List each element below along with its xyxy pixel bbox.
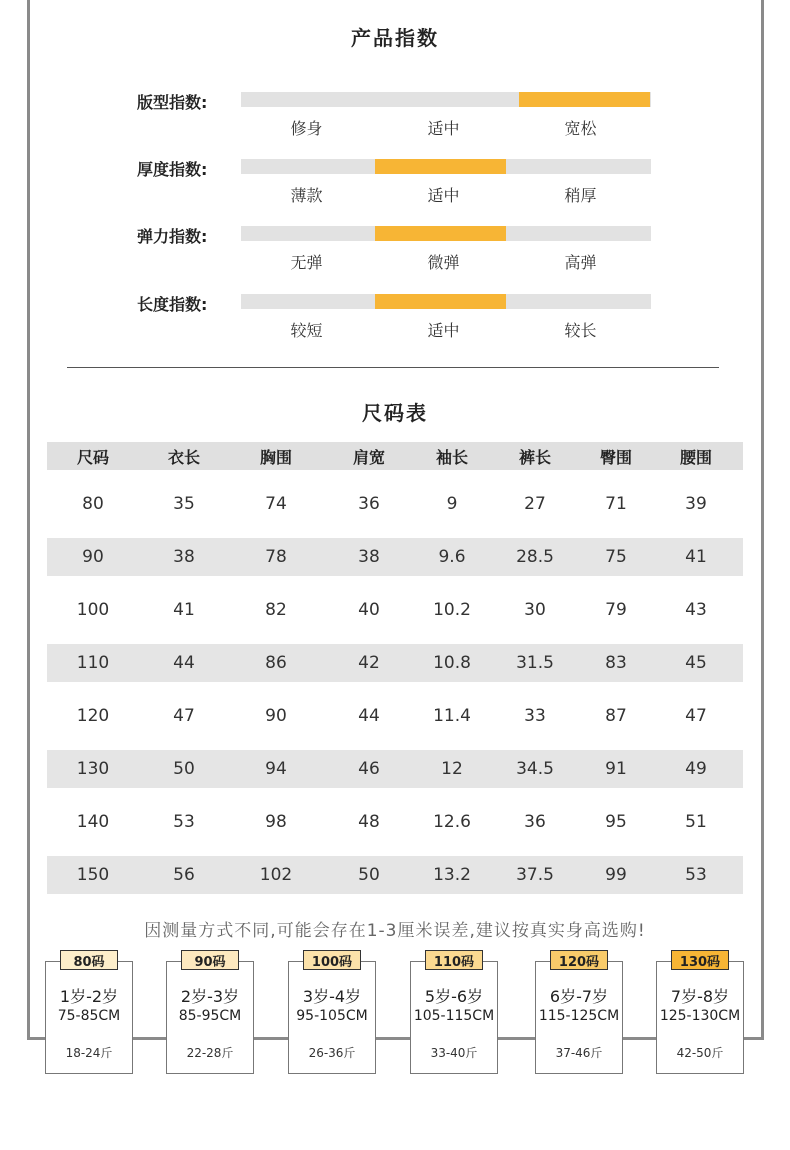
- index-track: [241, 294, 651, 309]
- index-row: [0, 292, 790, 352]
- index-option: 薄款: [290, 186, 323, 205]
- index-label: 长度指数:: [137, 295, 208, 314]
- table-cell: 90: [265, 706, 287, 726]
- index-row: [0, 224, 790, 284]
- size-guide-card: [535, 954, 623, 1074]
- table-cell: 10.2: [433, 600, 471, 620]
- column-header: 尺码: [76, 447, 109, 467]
- table-cell: 38: [358, 547, 380, 567]
- age-range: 3岁-4岁: [302, 987, 362, 1006]
- table-cell: 33: [524, 706, 546, 726]
- index-selected-segment: [375, 159, 506, 174]
- table-cell: 44: [358, 706, 380, 726]
- table-cell: 98: [265, 812, 287, 832]
- index-label: 弹力指数:: [137, 227, 208, 246]
- table-cell: 50: [358, 865, 380, 885]
- index-track: [241, 159, 651, 174]
- table-cell: 12.6: [433, 812, 471, 832]
- index-option: 修身: [290, 119, 323, 138]
- table-cell: 48: [358, 812, 380, 832]
- table-cell: 30: [524, 600, 546, 620]
- table-cell: 71: [605, 494, 627, 514]
- table-cell: 11.4: [433, 706, 471, 726]
- size-guide-card: [656, 954, 744, 1074]
- table-cell: 78: [265, 547, 287, 567]
- table-cell: 82: [265, 600, 287, 620]
- table-cell: 110: [76, 653, 110, 673]
- table-cell: 47: [685, 706, 707, 726]
- index-track: [241, 226, 651, 241]
- table-cell: 95: [605, 812, 627, 832]
- table-row: [47, 576, 743, 644]
- table-cell: 79: [605, 600, 627, 620]
- table-row: [47, 470, 743, 538]
- table-row: [47, 538, 743, 576]
- table-cell: 91: [605, 759, 627, 779]
- table-cell: 38: [173, 547, 195, 567]
- table-cell: 51: [685, 812, 707, 832]
- column-header: 胸围: [259, 447, 292, 467]
- table-cell: 34.5: [516, 759, 554, 779]
- table-cell: 150: [76, 865, 110, 885]
- index-option: 无弹: [290, 253, 323, 272]
- index-option: 宽松: [564, 119, 597, 138]
- size-tag: 90码: [181, 950, 239, 970]
- table-cell: 28.5: [516, 547, 554, 567]
- height-range: 75-85CM: [57, 1008, 121, 1024]
- index-selected-segment: [375, 226, 506, 241]
- table-cell: 27: [524, 494, 546, 514]
- weight-range: 33-40斤: [430, 1046, 478, 1060]
- table-cell: 56: [173, 865, 195, 885]
- table-row: [47, 856, 743, 894]
- size-table: [47, 442, 743, 894]
- table-cell: 99: [605, 865, 627, 885]
- table-cell: 83: [605, 653, 627, 673]
- height-range: 125-130CM: [659, 1008, 741, 1024]
- index-option: 高弹: [564, 253, 597, 272]
- table-cell: 40: [358, 600, 380, 620]
- table-row: [47, 788, 743, 856]
- table-row: [47, 644, 743, 682]
- age-range: 6岁-7岁: [549, 987, 609, 1006]
- index-option: 较长: [564, 321, 597, 340]
- index-label: 版型指数:: [137, 93, 208, 112]
- table-cell: 42: [358, 653, 380, 673]
- table-cell: 41: [685, 547, 707, 567]
- section-divider: [67, 367, 719, 368]
- size-tag: 120码: [550, 950, 608, 970]
- table-cell: 9.6: [438, 547, 466, 567]
- age-range: 5岁-6岁: [424, 987, 484, 1006]
- index-option: 适中: [427, 321, 460, 340]
- size-guide-card: [410, 954, 498, 1074]
- table-cell: 36: [524, 812, 546, 832]
- table-cell: 102: [259, 865, 293, 885]
- column-header: 裤长: [518, 447, 551, 467]
- table-cell: 43: [685, 600, 707, 620]
- size-guide-card: [166, 954, 254, 1074]
- index-label: 厚度指数:: [137, 160, 208, 179]
- size-tag: 130码: [671, 950, 729, 970]
- height-range: 105-115CM: [413, 1008, 495, 1024]
- table-row: [47, 682, 743, 750]
- table-cell: 74: [265, 494, 287, 514]
- size-tag: 80码: [60, 950, 118, 970]
- column-header: 臀围: [599, 447, 632, 467]
- index-selected-segment: [519, 92, 650, 107]
- column-header: 腰围: [679, 447, 712, 467]
- table-cell: 50: [173, 759, 195, 779]
- table-cell: 47: [173, 706, 195, 726]
- table-cell: 9: [446, 494, 458, 514]
- weight-range: 26-36斤: [308, 1046, 356, 1060]
- index-row: [0, 90, 790, 150]
- index-selected-segment: [375, 294, 506, 309]
- weight-range: 37-46斤: [555, 1046, 603, 1060]
- table-cell: 53: [173, 812, 195, 832]
- table-row: [47, 750, 743, 788]
- index-row: [0, 157, 790, 217]
- height-range: 85-95CM: [178, 1008, 242, 1024]
- product-index-title: 产品指数: [351, 26, 439, 50]
- table-cell: 13.2: [433, 865, 471, 885]
- size-tag: 110码: [425, 950, 483, 970]
- table-header-row: [47, 442, 743, 470]
- weight-range: 18-24斤: [65, 1046, 113, 1060]
- size-tag: 100码: [303, 950, 361, 970]
- size-guide-card: [288, 954, 376, 1074]
- table-cell: 120: [76, 706, 110, 726]
- table-cell: 46: [358, 759, 380, 779]
- table-cell: 80: [82, 494, 104, 514]
- index-option: 适中: [427, 119, 460, 138]
- index-option: 微弹: [427, 253, 460, 272]
- table-cell: 130: [76, 759, 110, 779]
- height-range: 95-105CM: [296, 1008, 368, 1024]
- index-option: 较短: [290, 321, 323, 340]
- table-cell: 31.5: [516, 653, 554, 673]
- table-cell: 94: [265, 759, 287, 779]
- table-cell: 86: [265, 653, 287, 673]
- size-guide-card: [45, 954, 133, 1074]
- table-cell: 100: [76, 600, 110, 620]
- table-cell: 37.5: [516, 865, 554, 885]
- index-option: 适中: [427, 186, 460, 205]
- table-cell: 44: [173, 653, 195, 673]
- index-option: 稍厚: [564, 186, 597, 205]
- weight-range: 22-28斤: [186, 1046, 234, 1060]
- table-cell: 75: [605, 547, 627, 567]
- column-header: 袖长: [435, 447, 468, 467]
- column-header: 肩宽: [352, 447, 385, 467]
- table-cell: 45: [685, 653, 707, 673]
- measurement-note: 因测量方式不同,可能会存在1-3厘米误差,建议按真实身高选购!: [144, 921, 646, 941]
- table-cell: 41: [173, 600, 195, 620]
- age-range: 7岁-8岁: [670, 987, 730, 1006]
- age-range: 1岁-2岁: [59, 987, 119, 1006]
- table-cell: 36: [358, 494, 380, 514]
- table-cell: 49: [685, 759, 707, 779]
- table-cell: 35: [173, 494, 195, 514]
- table-cell: 87: [605, 706, 627, 726]
- table-cell: 39: [685, 494, 707, 514]
- size-chart-title: 尺码表: [362, 401, 428, 425]
- table-cell: 12: [441, 759, 463, 779]
- weight-range: 42-50斤: [676, 1046, 724, 1060]
- height-range: 115-125CM: [538, 1008, 620, 1024]
- index-track: [241, 92, 651, 107]
- table-cell: 90: [82, 547, 104, 567]
- table-cell: 140: [76, 812, 110, 832]
- age-range: 2岁-3岁: [180, 987, 240, 1006]
- column-header: 衣长: [167, 447, 200, 467]
- table-cell: 53: [685, 865, 707, 885]
- table-cell: 10.8: [433, 653, 471, 673]
